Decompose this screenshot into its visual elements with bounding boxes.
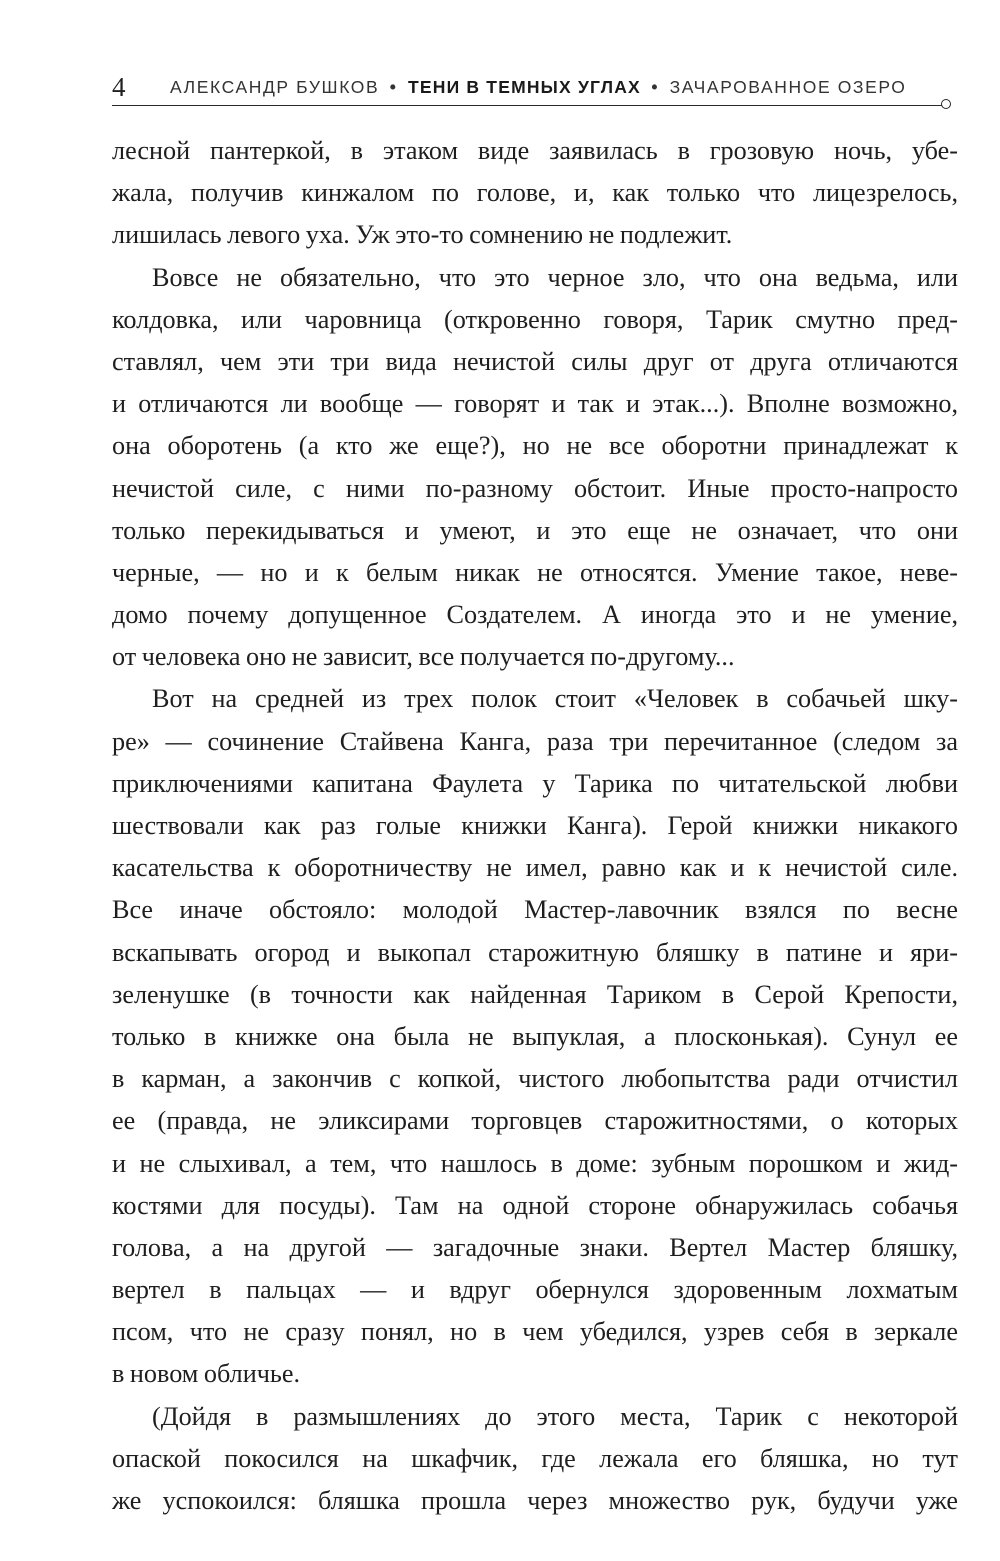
body-text [112, 130, 958, 1522]
text-line: же успокоился: бляшка прошла через множество рук, будучи уже [112, 1486, 958, 1515]
text-line: касательства к оборотничеству не имел, равно как и к нечистой силе. [112, 853, 958, 883]
text-line: только в книжке она была не выпуклая, а плосконькая). Сунул ее [112, 1021, 958, 1051]
text-line: жала, получив кинжалом по голове, и, как только что лицезрелось, [112, 178, 958, 208]
text-line: черные, — но и к белым никак не относятся. Умение такое, неве- [112, 557, 958, 587]
header-author: АЛЕКСАНДР БУШКОВ [170, 77, 380, 97]
running-header [112, 72, 962, 112]
text-line: вертел в пальцах — и вдруг обернулся здоровенным лохматым [112, 1275, 958, 1305]
text-line: и отличаются ли вообще — говорят и так и этак...). Вполне возможно, [112, 389, 958, 419]
text-line: голова, а на другой — загадочные знаки. Вертел Мастер бляшку, [112, 1232, 958, 1262]
text-line: ре» — сочинение Стайвена Канга, раза три перечитанное (следом за [112, 726, 958, 756]
text-line: домо почему допущенное Создателем. А иногда это и не умение, [112, 600, 958, 630]
text-line: она оборотень (а кто же еще?), но не все оборотни принадлежат к [112, 431, 958, 461]
text-line: в новом обличье. [112, 1359, 301, 1389]
page-number: 4 [112, 72, 126, 102]
text-line: псом, что не сразу понял, но в чем убедился, узрев себя в зеркале [112, 1317, 958, 1347]
text-line: опаской покосился на шкафчик, где лежала его бляшка, но тут [112, 1443, 958, 1473]
text-line: колдовка, или чаровница (откровенно говоря, Тарик смутно пред- [112, 304, 958, 334]
text-line: от человека оно не зависит, все получается по-другому... [112, 642, 735, 672]
text-line: Вот на средней из трех полок стоит «Человек в собачьей шку- [152, 684, 958, 714]
text-line: шествовали как раз голые книжки Канга). Герой книжки никакого [112, 811, 958, 840]
text-line: нечистой силе, с ними по-разному обстоит. Иные просто-напросто [112, 473, 958, 503]
text-line: вскапывать огород и выкопал старожитную бляшку в патине и яри- [112, 937, 958, 967]
text-line: ставлял, чем эти три вида нечистой силы друг от друга отличаются [112, 346, 958, 376]
header-separator-1: • [389, 77, 398, 97]
text-line: лишилась левого уха. Уж это-то сомнению не подлежит. [112, 220, 733, 250]
header-text [170, 77, 906, 97]
text-line: только перекидываться и умеют, и это еще не означает, что они [112, 515, 958, 545]
text-line: костями для посуды). Там на одной стороне обнаружилась собачья [112, 1190, 958, 1220]
text-line: и не слыхивал, а тем, что нашлось в доме: зубным порошком и жид- [112, 1148, 958, 1178]
text-line: Все иначе обстояло: молодой Мастер-лавочник взялся по весне [112, 895, 958, 925]
header-series-title: ЗАЧАРОВАННОЕ ОЗЕРО [669, 77, 907, 97]
text-line: в карман, а закончив с копкой, чистого любопытства ради отчистил [112, 1064, 958, 1094]
header-rule [112, 105, 944, 106]
text-line: приключениями капитана Фаулета у Тарика по читательской любви [112, 768, 958, 798]
rule-end-circle-icon [941, 99, 951, 109]
header-book-title: ТЕНИ В ТЕМНЫХ УГЛАХ [407, 77, 641, 97]
text-line: Вовсе не обязательно, что это черное зло, что она ведьма, или [152, 262, 958, 292]
text-line: лесной пантеркой, в этаком виде заявилась в грозовую ночь, убе- [112, 136, 958, 165]
text-line: (Дойдя в размышлениях до этого места, Тарик с некоторой [152, 1401, 958, 1431]
text-line: зеленушке (в точности как найденная Тариком в Серой Крепости, [112, 979, 958, 1009]
text-line: ее (правда, не эликсирами торговцев старожитностями, о которых [112, 1106, 958, 1136]
header-separator-2: • [651, 77, 660, 97]
